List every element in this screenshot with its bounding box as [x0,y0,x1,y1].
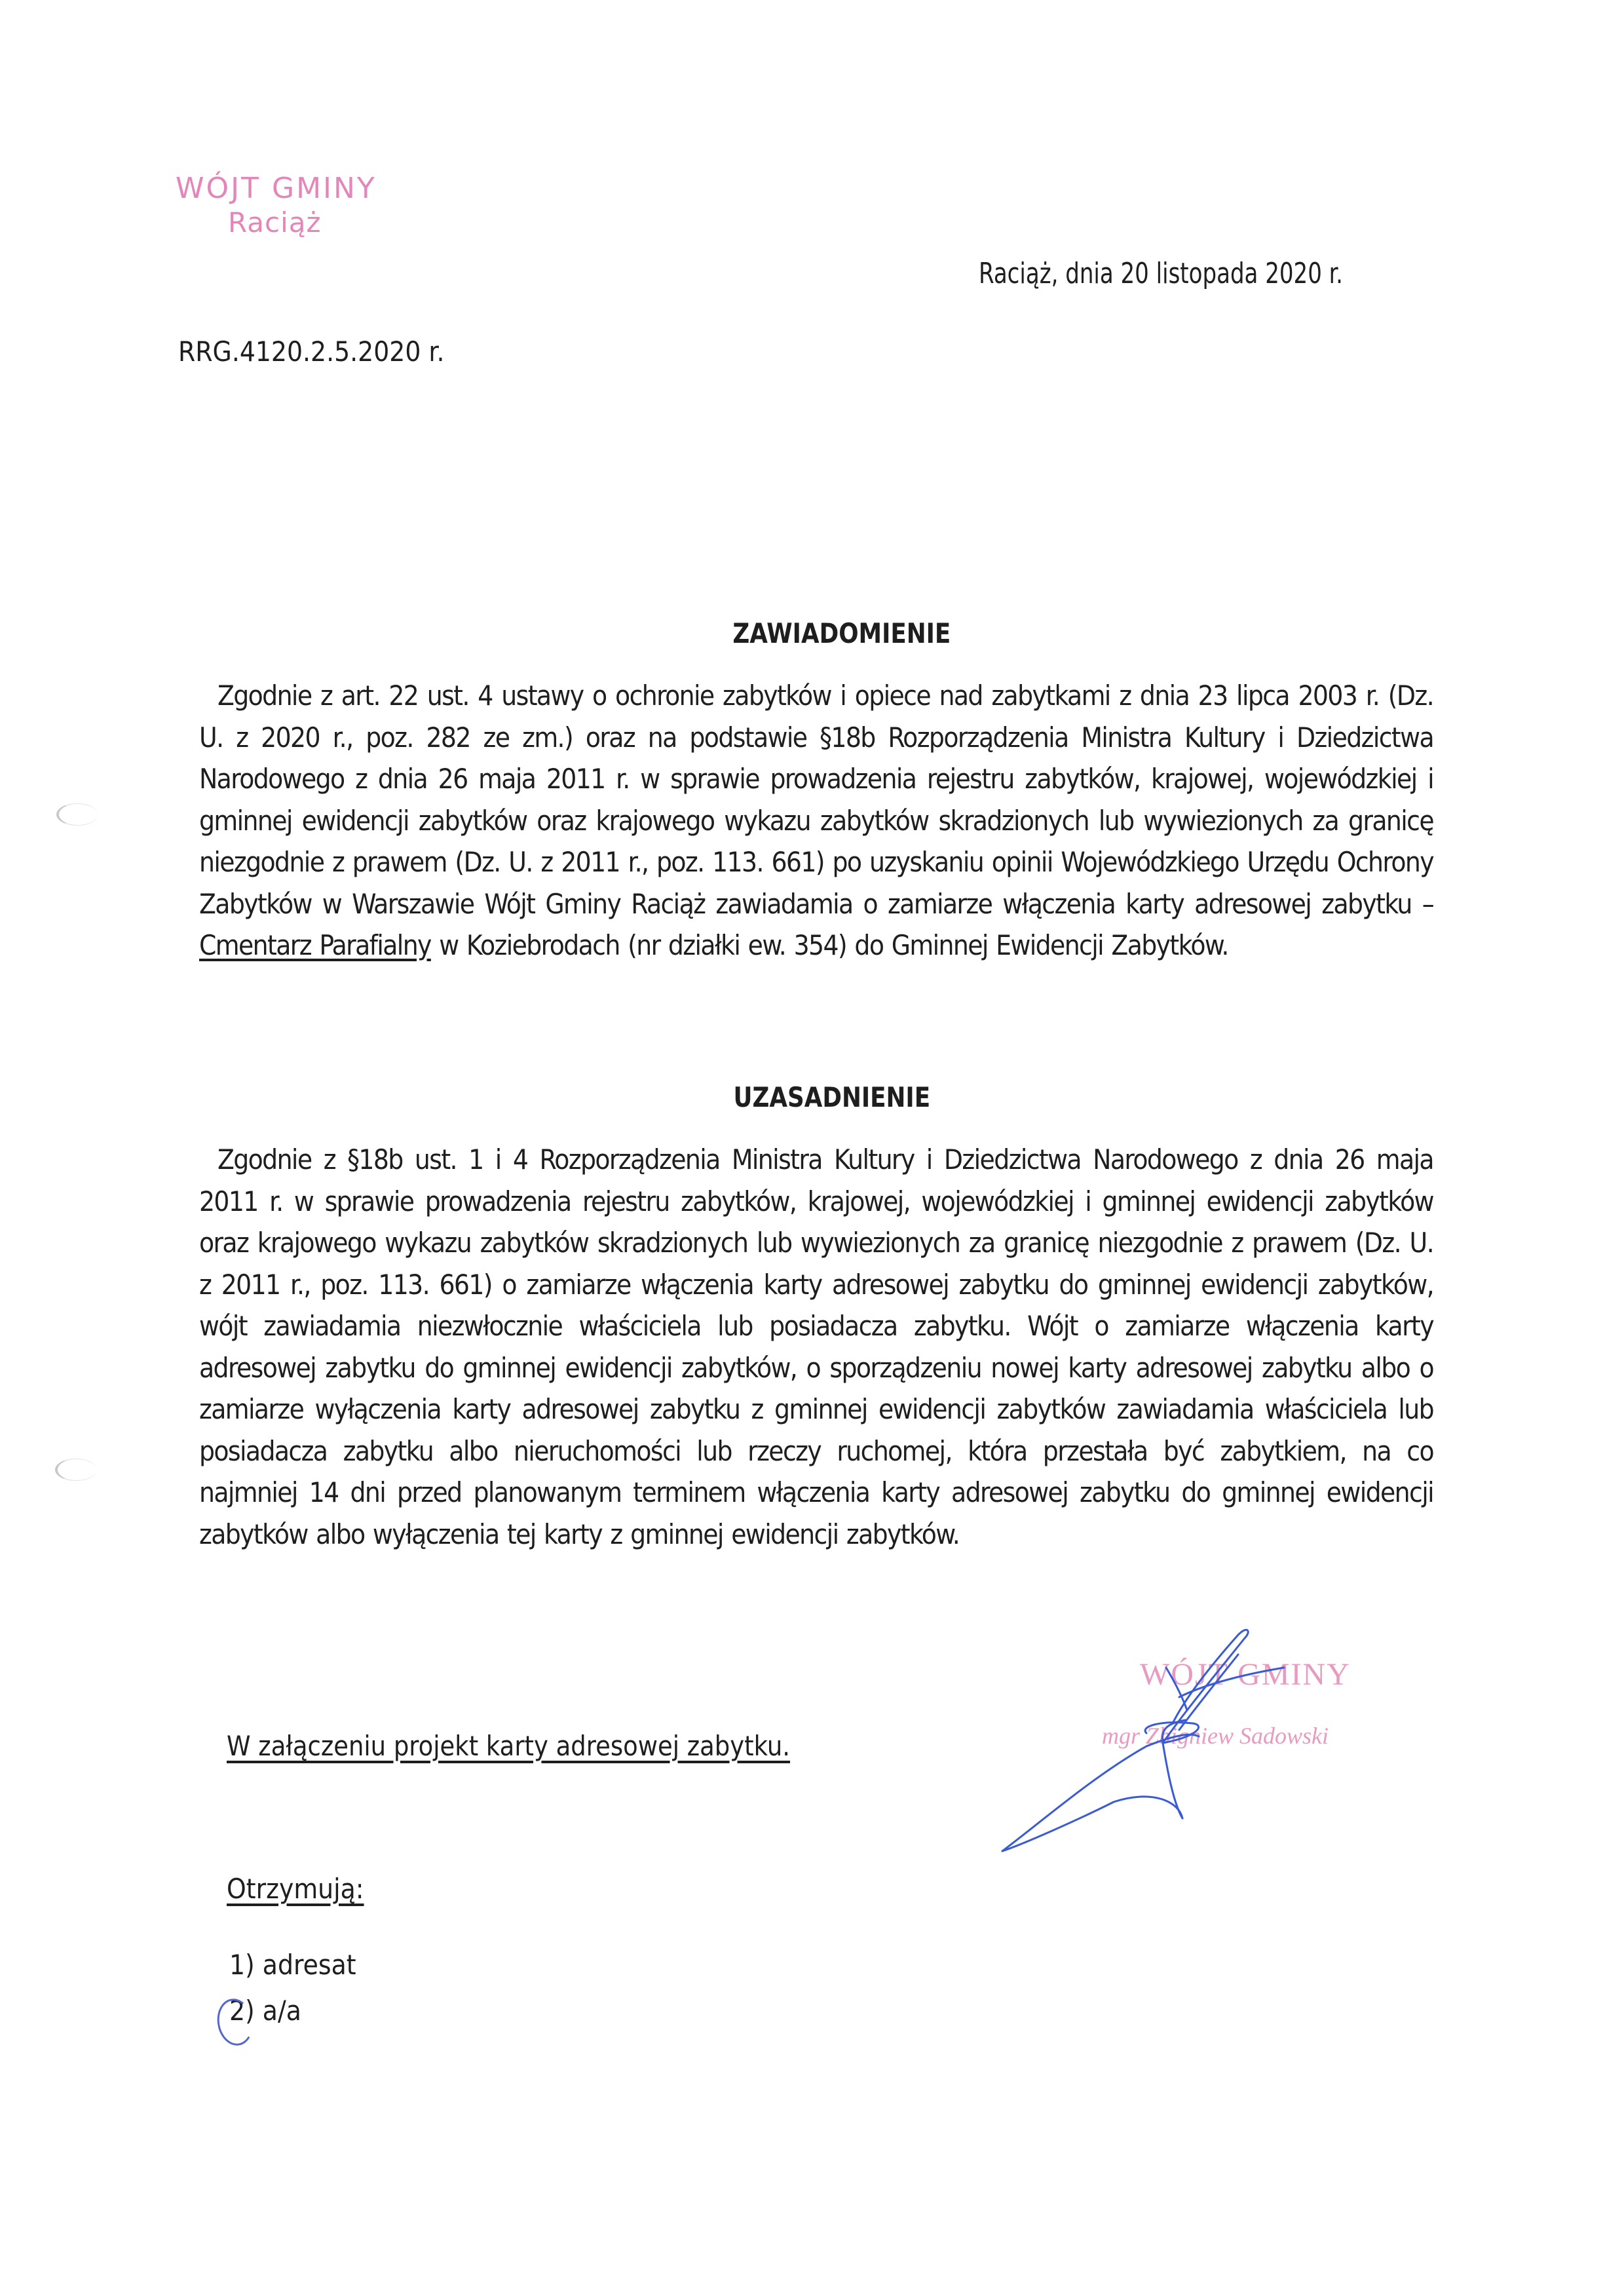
punch-hole-mark [56,803,98,826]
recipient-item: 1) adresat [229,1949,356,1981]
signature-stamp-title: WÓJT GMINY [1140,1657,1351,1692]
justification-body: Zgodnie z §18b ust. 1 i 4 Rozporządzenia Ministra Kultury i Dziedzictwa Narodowego z dnia 26 maja 2011 r. w sprawie prowadzenia rejestru zabytków, krajowej, wojewódzkiej i gminnej ewidencji zabytków oraz krajowego wykazu zabytków skradzionych lub wywiezionych za granicę niezgodnie z prawem (Dz. U. z 2011 r., poz. 113. 661) o zamiarze włączenia karty adresowej zabytku do gminnej ewidencji zabytków, wójt zawiadamia niezwłocznie właściciela lub posiadacza zabytku. Wójt o zamiarze włączenia karty adresowej zabytku do gminnej ewidencji zabytków, o sporządzeniu nowej karty adresowej zabytku albo o zamiarze wyłączenia karty adresowej zabytku z gminnej ewidencji zabytków zawiadamia właściciela lub posiadacza zabytku albo nieruchomości lub rzeczy ruchomej, która przestała być zabytkiem, na co najmniej 14 dni przed planowanym terminem włączenia karty adresowej zabytku do gminnej ewidencji zabytków albo wyłączenia tej karty z gminnej ewidencji zabytków. [199,1143,1433,1550]
stamp-place: Raciąż [228,206,322,239]
reference-number: RRG.4120.2.5.2020 r. [178,335,445,368]
office-stamp-header [176,172,377,239]
monument-name: Cmentarz Parafialny [199,929,431,961]
handwritten-signature [983,1605,1507,1900]
attachment-note: W załączeniu projekt karty adresowej zabytku. [227,1730,791,1762]
justification-heading: UZASADNIENIE [733,1081,930,1113]
recipients-title: Otrzymują: [227,1873,364,1905]
recipient-item: 2) a/a [229,1995,301,2027]
place-date: Raciąż, dnia 20 listopada 2020 r. [979,257,1343,290]
notice-heading: ZAWIADOMIENIE [732,617,951,649]
stamp-title: WÓJT GMINY [176,172,377,205]
notice-body: Zgodnie z art. 22 ust. 4 ustawy o ochronie zabytków i opiece nad zabytkami z dnia 23 lipca 2003 r. (Dz. U. z 2020 r., poz. 282 ze zm.) oraz na podstawie §18b Rozporządzenia Ministra Kultury i Dziedzictwa Narodowego z dnia 26 maja 2011 r. w sprawie prowadzenia rejestru zabytków, krajowej, wojewódzkiej i gminnej ewidencji zabytków oraz krajowego wykazu zabytków skradzionych lub wywiezionych za granicę niezgodnie z prawem (Dz. U. z 2011 r., poz. 113. 661) po uzyskaniu opinii Wojewódzkiego Urzędu Ochrony Zabytków w Warszawie Wójt Gminy Raciąż zawiadamia o zamiarze włączenia karty adresowej zabytku – Cmentarz Parafialny w Koziebrodach (nr działki ew. 354) do Gminnej Ewidencji Zabytków. [199,679,1433,961]
signature-stamp-name: mgr Zbigniew Sadowski [1102,1723,1329,1749]
punch-hole-mark [55,1459,97,1481]
